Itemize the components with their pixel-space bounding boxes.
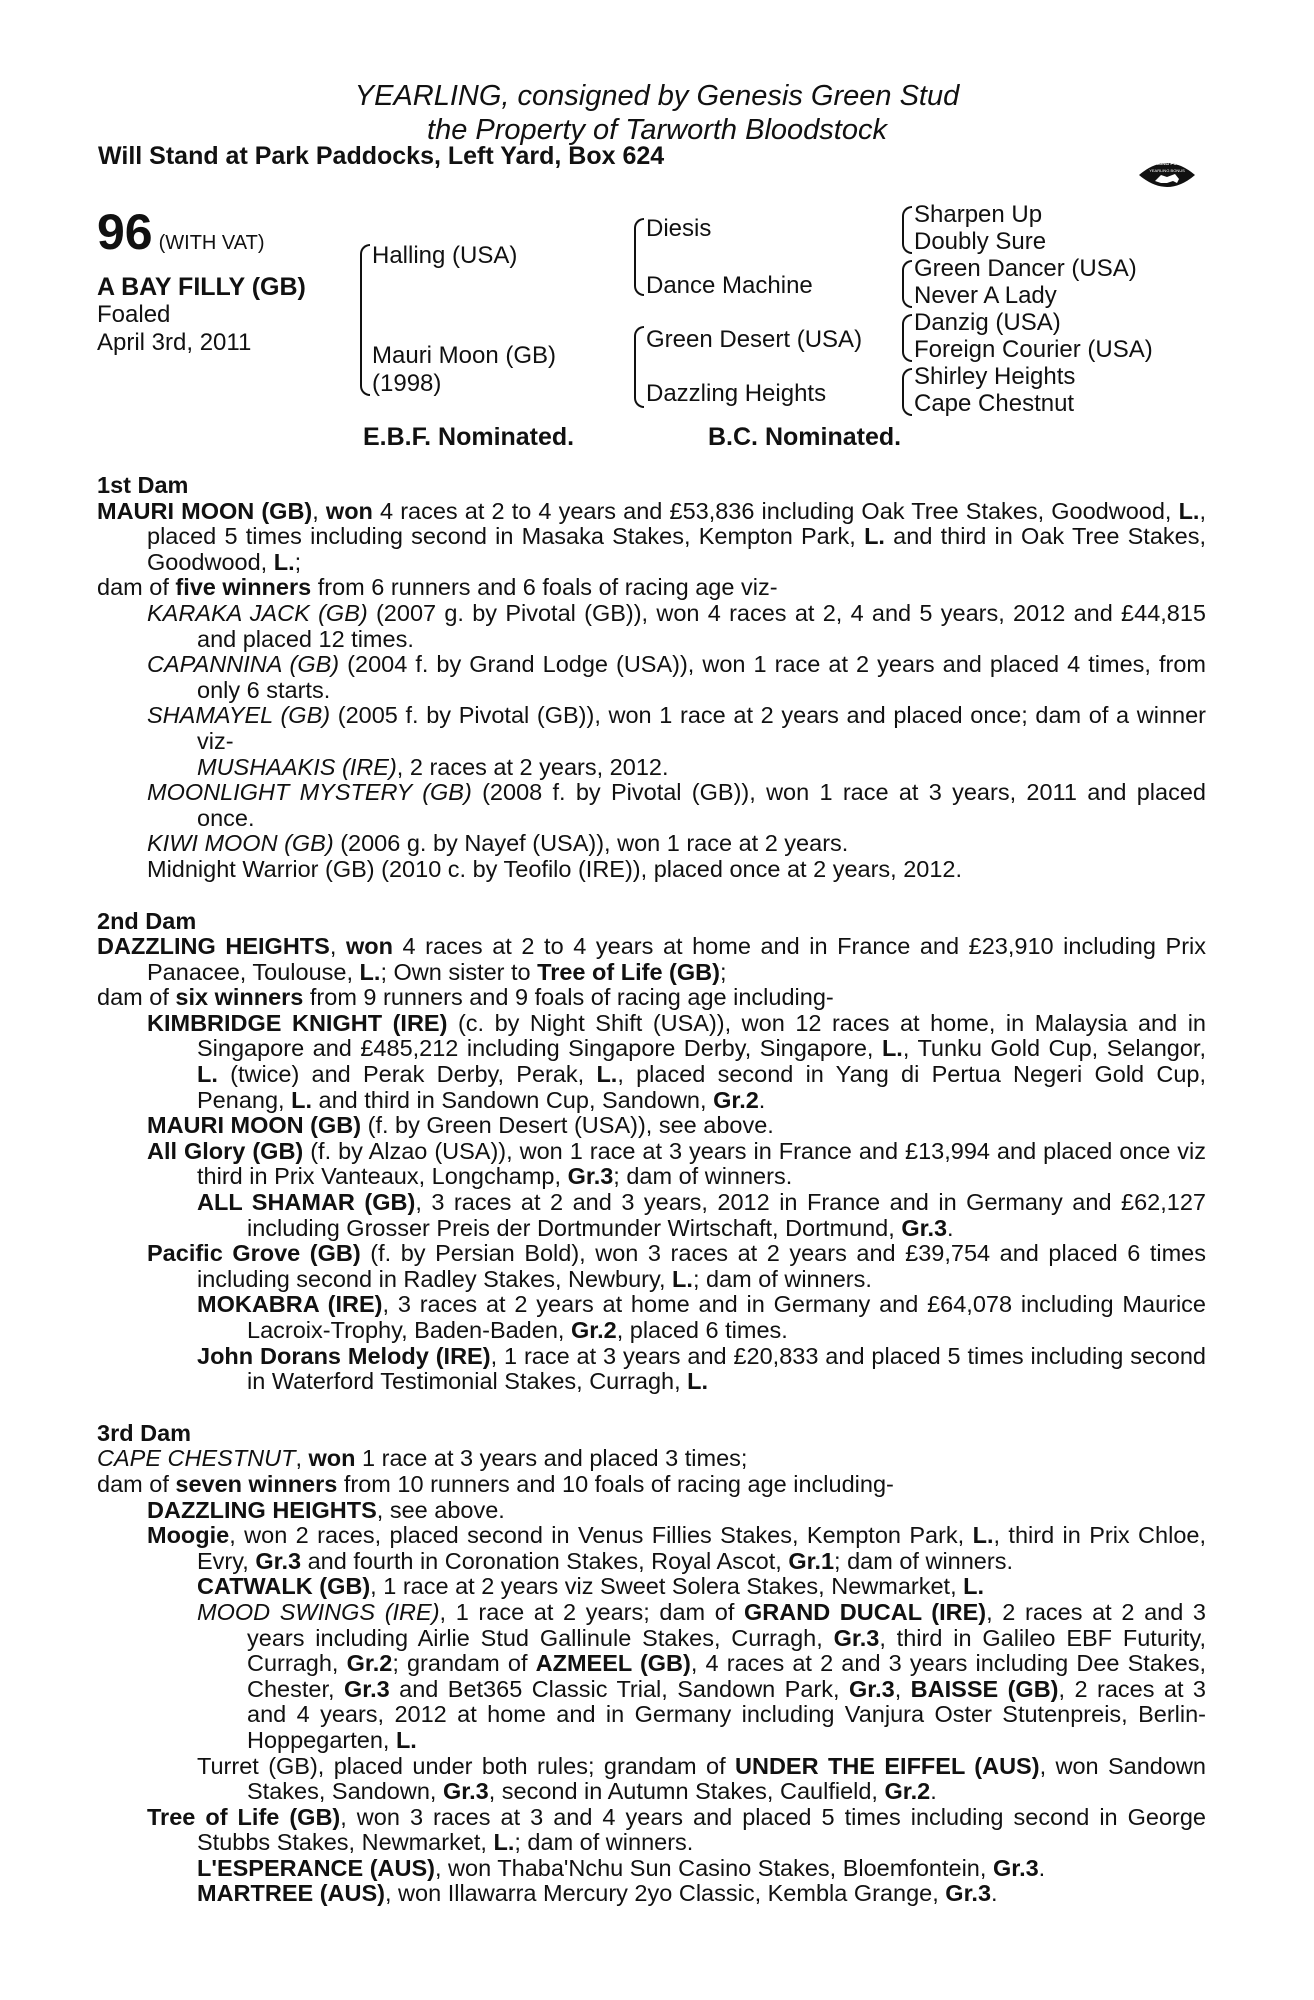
list-item: MUSHAAKIS (IRE), 2 races at 2 years, 2012. — [197, 753, 669, 780]
pedigree-dss: Danzig (USA) — [914, 309, 1061, 336]
list-item: ALL SHAMAR (GB), 3 races at 2 and 3 years, 2012 in France and in Germany and £62,127 including Grosser Preis der Dortmunder Wirtschaft, Dortmund, Gr.3. — [197, 1189, 1206, 1241]
list-item: MAURI MOON (GB) (f. by Green Desert (USA)), see above. — [147, 1112, 774, 1139]
pedigree-brace-ss — [902, 206, 912, 254]
bc-nominated: B.C. Nominated. — [708, 423, 902, 451]
yearling-bonus-badge — [1137, 153, 1197, 201]
list-item: CAPANNINA (GB) (2004 f. by Grand Lodge (USA)), won 1 race at 2 years and placed 4 times, from only 6 starts. — [147, 651, 1206, 703]
foaled-date: April 3rd, 2011 — [97, 329, 252, 356]
third-dam-heading: 3rd Dam — [97, 1419, 192, 1446]
pedigree-brace-dam — [634, 326, 644, 408]
list-item: MOONLIGHT MYSTERY (GB) (2008 f. by Pivotal (GB)), won 1 race at 3 years, 2011 and placed once. — [147, 779, 1206, 831]
pedigree-ssd: Doubly Sure — [914, 228, 1047, 255]
list-item: KIMBRIDGE KNIGHT (IRE) (c. by Night Shift (USA)), won 12 races at home, in Malaysia and in Singapore and £485,212 including Singapore Derby, Singapore, L., Tunku Gold Cup, Selangor, L. (twice) and Perak Derby, Perak, L., placed second in Yang di Pertua Negeri Gold Cup, Penang, L. and third in Sandown Cup, Sandown, Gr.2. — [147, 1009, 1206, 1113]
list-item: SHAMAYEL (GB) (2005 f. by Pivotal (GB)), won 1 race at 2 years and placed once; dam of a winner viz- — [147, 702, 1206, 754]
list-item: Pacific Grove (GB) (f. by Persian Bold), won 3 races at 2 years and £39,754 and placed 6 times including second in Radley Stakes, Newbury, L.; dam of winners. — [147, 1240, 1206, 1292]
lot-description: A BAY FILLY (GB) — [97, 273, 306, 301]
ebf-nominated: E.B.F. Nominated. — [363, 423, 575, 451]
first-dam-entry: MAURI MOON (GB), won 4 races at 2 to 4 years and £53,836 including Oak Tree Stakes, Goodwood, L., placed 5 times including second in Masaka Stakes, Kempton Park, L. and third in Oak Tree Stakes, Goodwood, L.; — [97, 497, 1206, 575]
second-dam-section — [97, 909, 1206, 1395]
pedigree-brace-ds — [902, 314, 912, 362]
list-item: CATWALK (GB), 1 race at 2 years viz Sweet Solera Stakes, Newmarket, L. — [197, 1573, 985, 1600]
pedigree-dds: Shirley Heights — [914, 363, 1076, 390]
list-item: MOKABRA (IRE), 3 races at 2 years at home and in Germany and £64,078 including Maurice Lacroix-Trophy, Baden-Baden, Gr.2, placed 6 times. — [197, 1291, 1206, 1343]
second-dam-entry: DAZZLING HEIGHTS, won 4 races at 2 to 4 years at home and in France and £23,910 including Prix Panacee, Toulouse, L.; Own sister to Tree of Life (GB); — [97, 933, 1206, 985]
property-line: the Property of Tarworth Bloodstock — [427, 114, 887, 146]
stand-location: Will Stand at Park Paddocks, Left Yard, Box 624 — [98, 142, 665, 170]
catalogue-body — [97, 473, 1206, 1907]
foaled-block — [97, 301, 251, 357]
pedigree-dam-year: (1998) — [372, 370, 442, 397]
pedigree-sdd: Never A Lady — [914, 282, 1057, 309]
pedigree-ddd: Cape Chestnut — [914, 390, 1075, 417]
badge-mid-text: YEARLING BONUS — [1149, 168, 1185, 173]
list-item: KIWI MOON (GB) (2006 g. by Nayef (USA)), won 1 race at 2 years. — [147, 830, 849, 857]
pedigree-sire: Halling (USA) — [372, 242, 518, 269]
pedigree-brace-sire — [634, 218, 644, 296]
pedigree-sire-dam: Dance Machine — [646, 272, 813, 299]
list-item: All Glory (GB) (f. by Alzao (USA)), won 1 race at 3 years in France and £13,994 and placed once viz third in Prix Vanteaux, Longchamp, Gr.3; dam of winners. — [147, 1137, 1206, 1190]
list-item: KARAKA JACK (GB) (2007 g. by Pivotal (GB)), won 4 races at 2, 4 and 5 years, 2012 and £44,815 and placed 12 times. — [147, 599, 1206, 652]
list-item: Turret (GB), placed under both rules; grandam of UNDER THE EIFFEL (AUS), won Sandown Stakes, Sandown, Gr.3, second in Autumn Stakes, Caulfield, Gr.2. — [197, 1752, 1206, 1805]
pedigree-sds: Green Dancer (USA) — [914, 255, 1137, 282]
pedigree-brace-dd — [902, 368, 912, 416]
list-item: John Dorans Melody (IRE), 1 race at 3 years and £20,833 and placed 5 times including second in Waterford Testimonial Stakes, Curragh, L. — [197, 1342, 1206, 1395]
pedigree-brace-main — [360, 244, 370, 396]
list-item: MARTREE (AUS), won Illawarra Mercury 2yo Classic, Kembla Grange, Gr.3. — [197, 1880, 998, 1907]
first-dam-heading: 1st Dam — [97, 472, 189, 498]
badge-top-text: RACING POST — [1151, 161, 1183, 166]
pedigree-dam-dam: Dazzling Heights — [646, 380, 827, 407]
pedigree-brace-sd — [902, 260, 912, 308]
list-item: MOOD SWINGS (IRE), 1 race at 2 years; dam of GRAND DUCAL (IRE), 2 races at 2 and 3 years including Airlie Stud Gallinule Stakes, Curragh, Gr.3, third in Galileo EBF Futurity, Curragh, Gr.2; grandam of AZMEEL (GB), 4 races at 2 and 3 years including Dee Stakes, Chester, Gr.3 and Bet365 Classic Trial, Sandown Park, Gr.3, BAISSE (GB), 2 races at 3 and 4 years, 2012 at home and in Germany including Vanjura Oster Stutenpreis, Berlin-Hoppegarten, L. — [197, 1598, 1206, 1753]
first-dam-produce-summary: dam of five winners from 6 runners and 6 foals of racing age viz- — [97, 574, 778, 601]
pedigree-dsd: Foreign Courier (USA) — [914, 336, 1153, 363]
consignor-line: YEARLING, consigned by Genesis Green Stud — [354, 80, 960, 112]
vat-note: (WITH VAT) — [158, 232, 265, 254]
badge-amount: £10,000 — [1156, 189, 1178, 195]
lot-number-block — [97, 203, 265, 261]
second-dam-produce-summary: dam of six winners from 9 runners and 9 foals of racing age including- — [97, 984, 834, 1011]
pedigree-dam-sire: Green Desert (USA) — [646, 326, 863, 353]
third-dam-section — [97, 1421, 1206, 1907]
list-item: L'ESPERANCE (AUS), won Thaba'Nchu Sun Casino Stakes, Bloemfontein, Gr.3. — [197, 1854, 1046, 1881]
first-dam-section — [97, 473, 1206, 883]
list-item: Tree of Life (GB), won 3 races at 3 and 4 years and placed 5 times including second in George Stubbs Stakes, Newmarket, L.; dam of winners. — [147, 1803, 1207, 1856]
pedigree-sire-sire: Diesis — [646, 215, 712, 242]
list-item: Moogie, won 2 races, placed second in Venus Fillies Stakes, Kempton Park, L., third in Prix Chloe, Evry, Gr.3 and fourth in Coronation Stakes, Royal Ascot, Gr.1; dam of winners. — [147, 1522, 1206, 1574]
pedigree-dam: Mauri Moon (GB) — [372, 342, 557, 369]
third-dam-entry: CAPE CHESTNUT, won 1 race at 3 years and placed 3 times; — [97, 1445, 748, 1472]
second-dam-heading: 2nd Dam — [97, 907, 197, 934]
third-dam-produce-summary: dam of seven winners from 10 runners and 10 foals of racing age including- — [97, 1470, 894, 1497]
lot-number: 96 — [97, 204, 153, 260]
list-item: Midnight Warrior (GB) (2010 c. by Teofilo (IRE)), placed once at 2 years, 2012. — [147, 855, 963, 882]
foaled-label: Foaled — [97, 301, 171, 328]
list-item: DAZZLING HEIGHTS, see above. — [147, 1496, 505, 1523]
pedigree-sss: Sharpen Up — [914, 201, 1043, 228]
